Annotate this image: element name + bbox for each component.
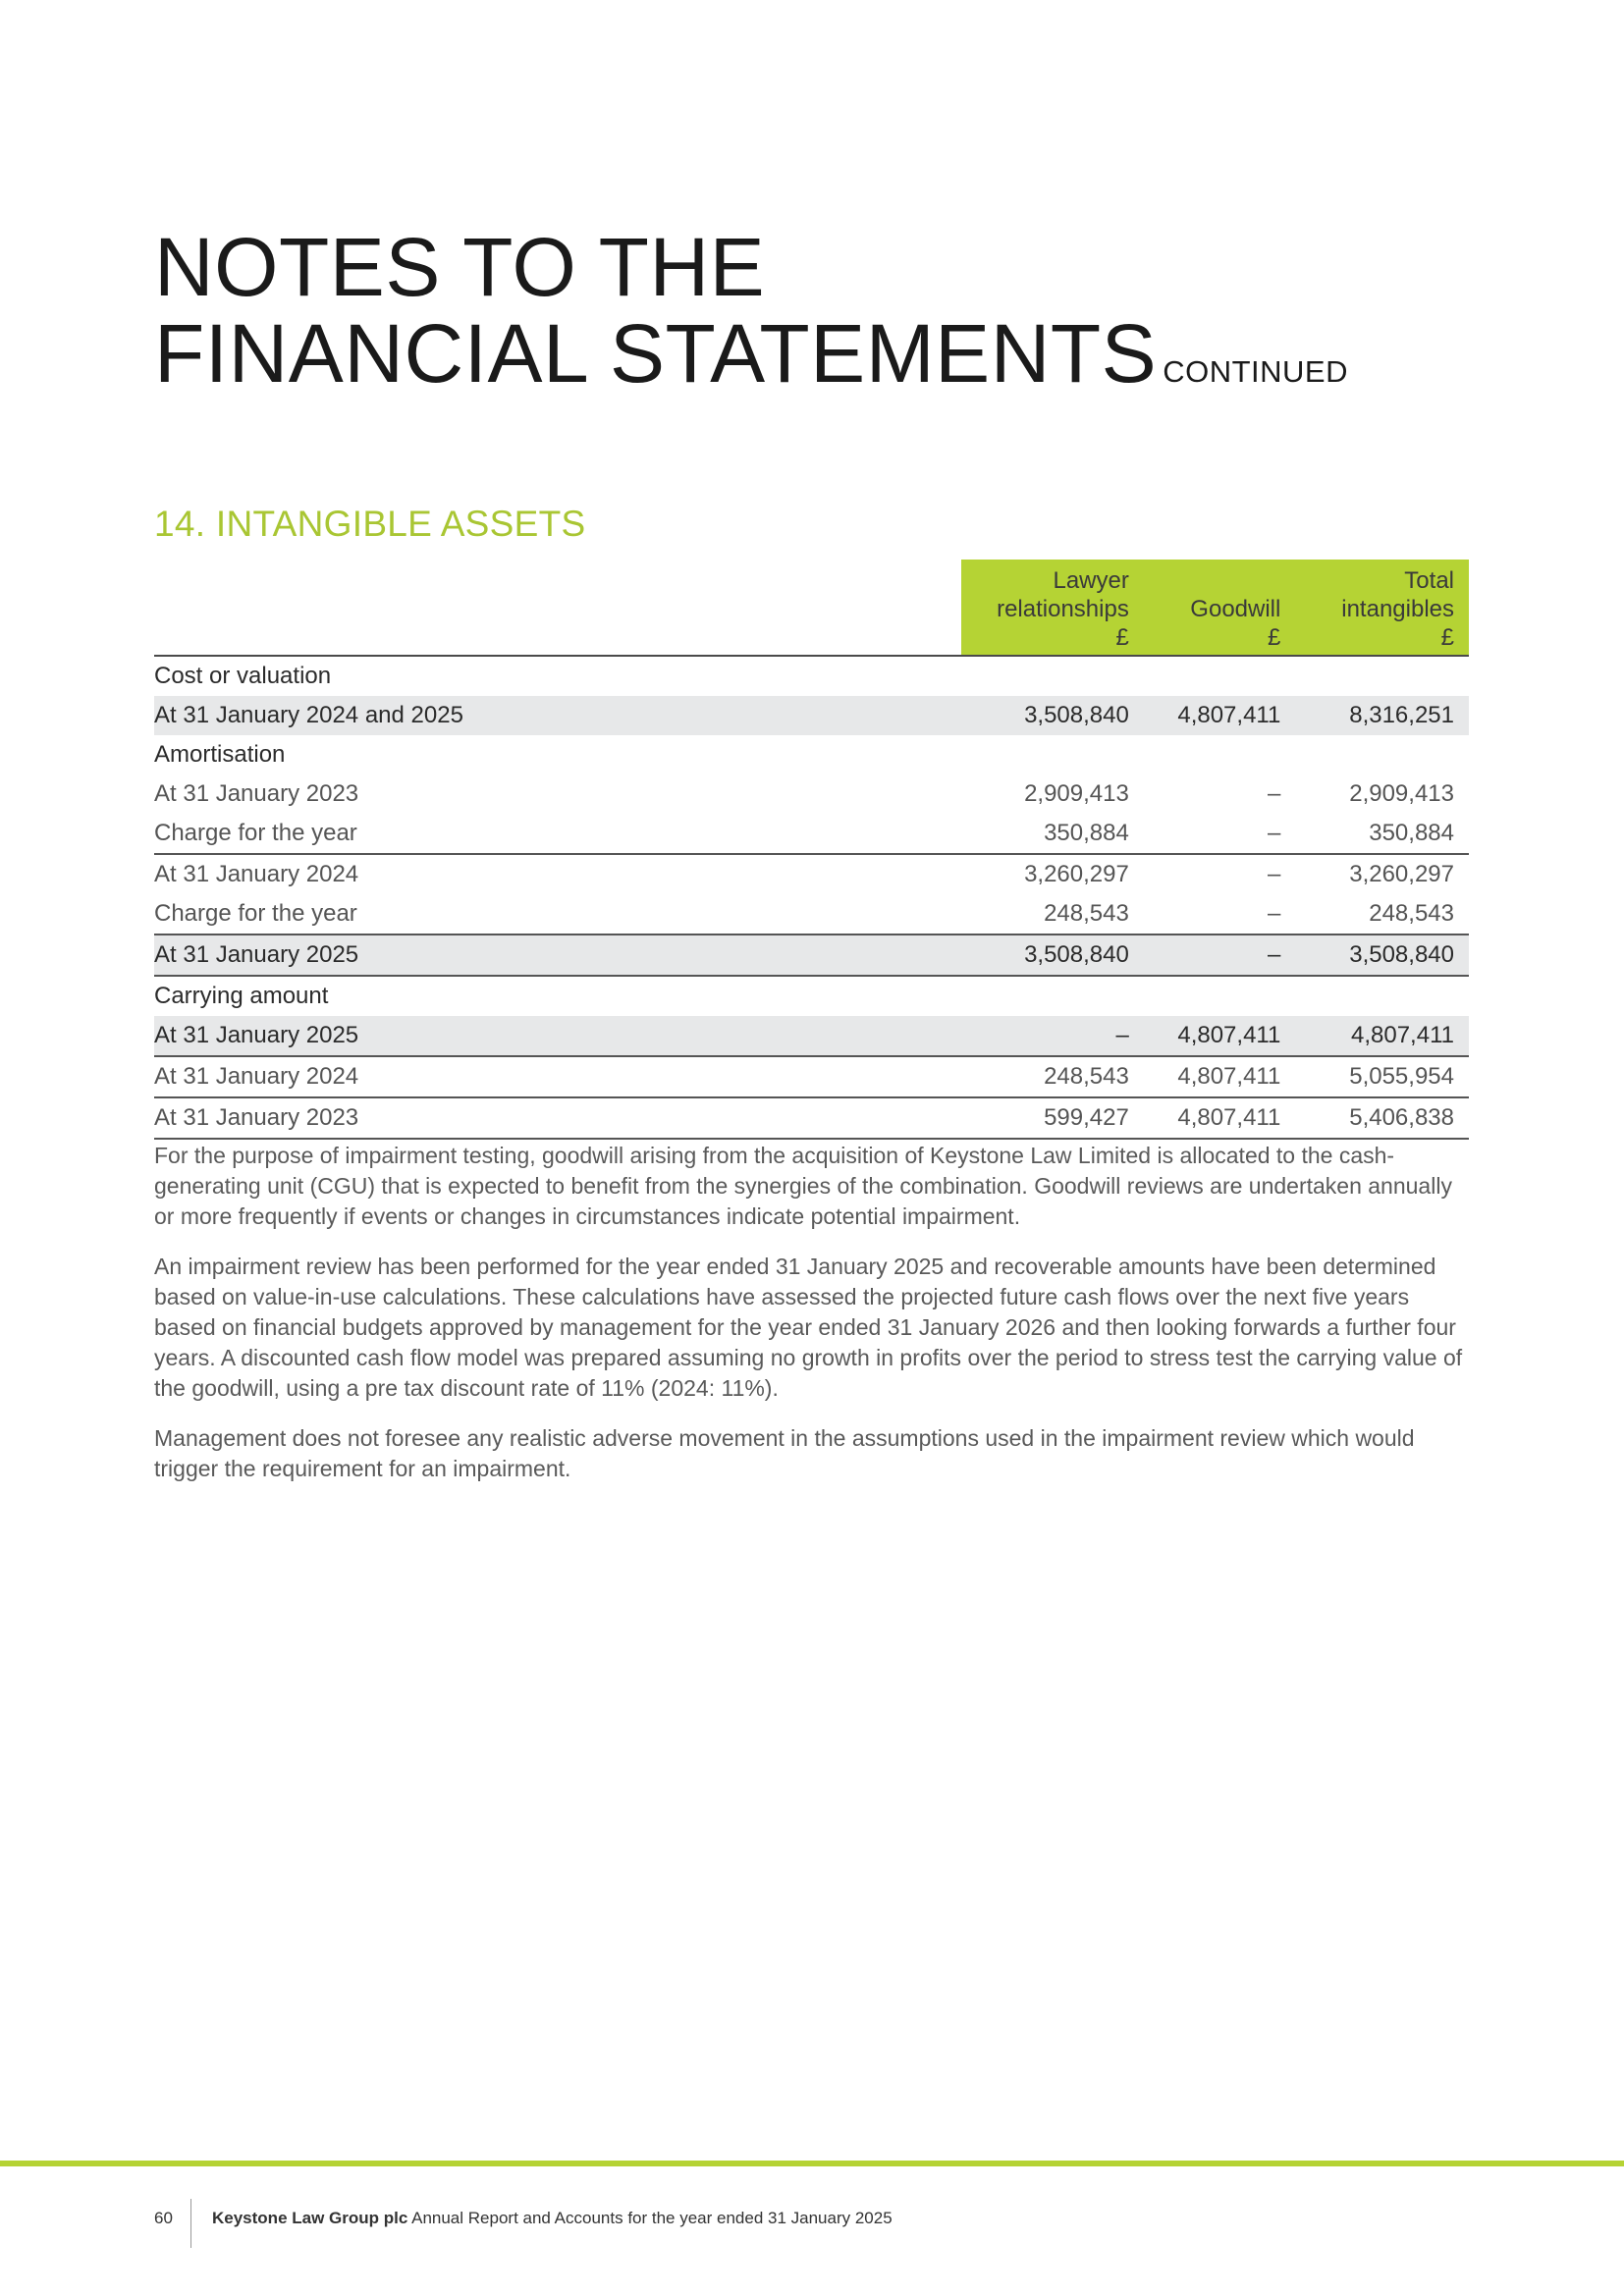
column-header-lawyer-relationships bbox=[961, 560, 1143, 656]
cell-total: 5,055,954 bbox=[1295, 1056, 1469, 1097]
cell-goodwill: – bbox=[1267, 780, 1281, 807]
cell-lawyer: 3,508,840 bbox=[961, 934, 1143, 976]
column-header-line: Total bbox=[1404, 567, 1454, 594]
cell-goodwill: 4,807,411 bbox=[1144, 1056, 1296, 1097]
cell-goodwill: – bbox=[1267, 900, 1281, 927]
cell-lawyer: 248,543 bbox=[961, 1056, 1143, 1097]
table-row-amortisation-heading bbox=[154, 735, 1469, 774]
cell-total: 4,807,411 bbox=[1295, 1016, 1469, 1056]
footer-divider bbox=[190, 2199, 191, 2248]
cell-total: 350,884 bbox=[1369, 820, 1454, 846]
column-header-line: Lawyer bbox=[1053, 567, 1129, 594]
cell-lawyer: 350,884 bbox=[1044, 820, 1129, 846]
table-header-row bbox=[154, 560, 1469, 656]
page-title-line-2 bbox=[154, 307, 1470, 415]
row-label: At 31 January 2023 bbox=[154, 1097, 961, 1139]
cell-goodwill: 4,807,411 bbox=[1144, 1016, 1296, 1056]
table-row bbox=[154, 854, 1469, 894]
table-row bbox=[154, 696, 1469, 735]
page-title bbox=[154, 221, 1470, 415]
cell-total bbox=[1295, 735, 1469, 774]
row-label: At 31 January 2025 bbox=[154, 1016, 961, 1056]
page-title-line-2-text: FINANCIAL STATEMENTS bbox=[154, 307, 1158, 400]
row-label: Charge for the year bbox=[154, 820, 357, 846]
column-header-line: relationships bbox=[997, 596, 1129, 622]
row-label: Cost or valuation bbox=[154, 663, 332, 689]
column-header-total-intangibles bbox=[1295, 560, 1469, 656]
row-label: At 31 January 2025 bbox=[154, 934, 961, 976]
row-label: At 31 January 2024 bbox=[154, 1056, 961, 1097]
cell-total: 248,543 bbox=[1369, 900, 1454, 927]
section-heading: 14. INTANGIBLE ASSETS bbox=[154, 504, 586, 544]
cell-goodwill: – bbox=[1267, 820, 1281, 846]
table-row bbox=[154, 1016, 1469, 1056]
row-label: Carrying amount bbox=[154, 976, 961, 1016]
cell-lawyer: 599,427 bbox=[961, 1097, 1143, 1139]
cell-total: 3,508,840 bbox=[1295, 934, 1469, 976]
paragraph-impairment-testing: For the purpose of impairment testing, goodwill arising from the acquisition of Keystone Law Limited is allocated to the cash-generating unit (CGU) that is expected to benefit from the synergies of the combination. Goodwill reviews are undertaken annually or more frequently if events or changes in circumstances indicate potential impairment. bbox=[154, 1143, 1452, 1229]
cell-total: 2,909,413 bbox=[1349, 780, 1454, 807]
table-row bbox=[154, 814, 1469, 854]
cell-goodwill bbox=[1144, 656, 1296, 696]
column-header-line: Goodwill bbox=[1190, 596, 1281, 622]
row-label: At 31 January 2024 and 2025 bbox=[154, 696, 961, 735]
footer-text bbox=[212, 2209, 893, 2228]
page-number: 60 bbox=[154, 2209, 173, 2227]
table-row bbox=[154, 1097, 1469, 1139]
cell-lawyer: 3,508,840 bbox=[961, 696, 1143, 735]
table-row bbox=[154, 894, 1469, 934]
cell-total: 8,316,251 bbox=[1295, 696, 1469, 735]
cell-lawyer: 2,909,413 bbox=[1024, 780, 1129, 807]
continued-label: CONTINUED bbox=[1163, 354, 1348, 389]
cell-total bbox=[1295, 976, 1469, 1016]
table-row bbox=[154, 1056, 1469, 1097]
cell-lawyer bbox=[961, 735, 1143, 774]
cell-goodwill bbox=[1144, 976, 1296, 1016]
cell-total: 3,260,297 bbox=[1295, 854, 1469, 894]
column-header-line: £ bbox=[1115, 624, 1129, 651]
row-label: At 31 January 2023 bbox=[154, 780, 359, 807]
row-label: Charge for the year bbox=[154, 900, 357, 927]
cell-goodwill: – bbox=[1144, 934, 1296, 976]
cell-lawyer: – bbox=[961, 1016, 1143, 1056]
row-label: At 31 January 2024 bbox=[154, 854, 961, 894]
cell-goodwill: 4,807,411 bbox=[1144, 696, 1296, 735]
cell-lawyer bbox=[961, 656, 1143, 696]
table-row bbox=[154, 934, 1469, 976]
paragraph-management-view: Management does not foresee any realistic adverse movement in the assumptions used in the impairment review which would trigger the requirement for an impairment. bbox=[154, 1425, 1415, 1481]
paragraph-impairment-review: An impairment review has been performed for the year ended 31 January 2025 and recoverable amounts have been determined based on value-in-use calculations. These calculations have assessed the projected future cash flows over the next five years based on financial budgets approved by management for the year ended 31 January 2026 and then looking forwards a further four years. A discounted cash flow model was prepared assuming no growth in profits over the period to stress test the carrying value of the goodwill, using a pre tax discount rate of 11% (2024: 11%). bbox=[154, 1254, 1463, 1401]
table-row bbox=[154, 774, 1469, 814]
cell-total bbox=[1295, 656, 1469, 696]
column-header-line: intangibles bbox=[1341, 596, 1454, 622]
cell-goodwill: – bbox=[1144, 854, 1296, 894]
table-row-carrying-heading bbox=[154, 976, 1469, 1016]
intangible-assets-table bbox=[154, 560, 1469, 1140]
footer-rule bbox=[0, 2161, 1624, 2166]
cell-lawyer: 3,260,297 bbox=[961, 854, 1143, 894]
footer-report: Annual Report and Accounts for the year ended 31 January 2025 bbox=[411, 2209, 893, 2227]
header-label-cell bbox=[154, 560, 961, 656]
column-header-goodwill bbox=[1144, 560, 1296, 656]
table-row-cost-heading bbox=[154, 656, 1469, 696]
cell-lawyer bbox=[961, 976, 1143, 1016]
cell-total: 5,406,838 bbox=[1295, 1097, 1469, 1139]
page-title-line-1: NOTES TO THE bbox=[154, 221, 766, 313]
cell-goodwill bbox=[1144, 735, 1296, 774]
column-header-line: £ bbox=[1267, 624, 1281, 651]
cell-lawyer: 248,543 bbox=[1044, 900, 1129, 927]
footer-company: Keystone Law Group plc bbox=[212, 2209, 408, 2227]
cell-goodwill: 4,807,411 bbox=[1144, 1097, 1296, 1139]
row-label: Amortisation bbox=[154, 741, 286, 768]
column-header-line: £ bbox=[1440, 624, 1454, 651]
